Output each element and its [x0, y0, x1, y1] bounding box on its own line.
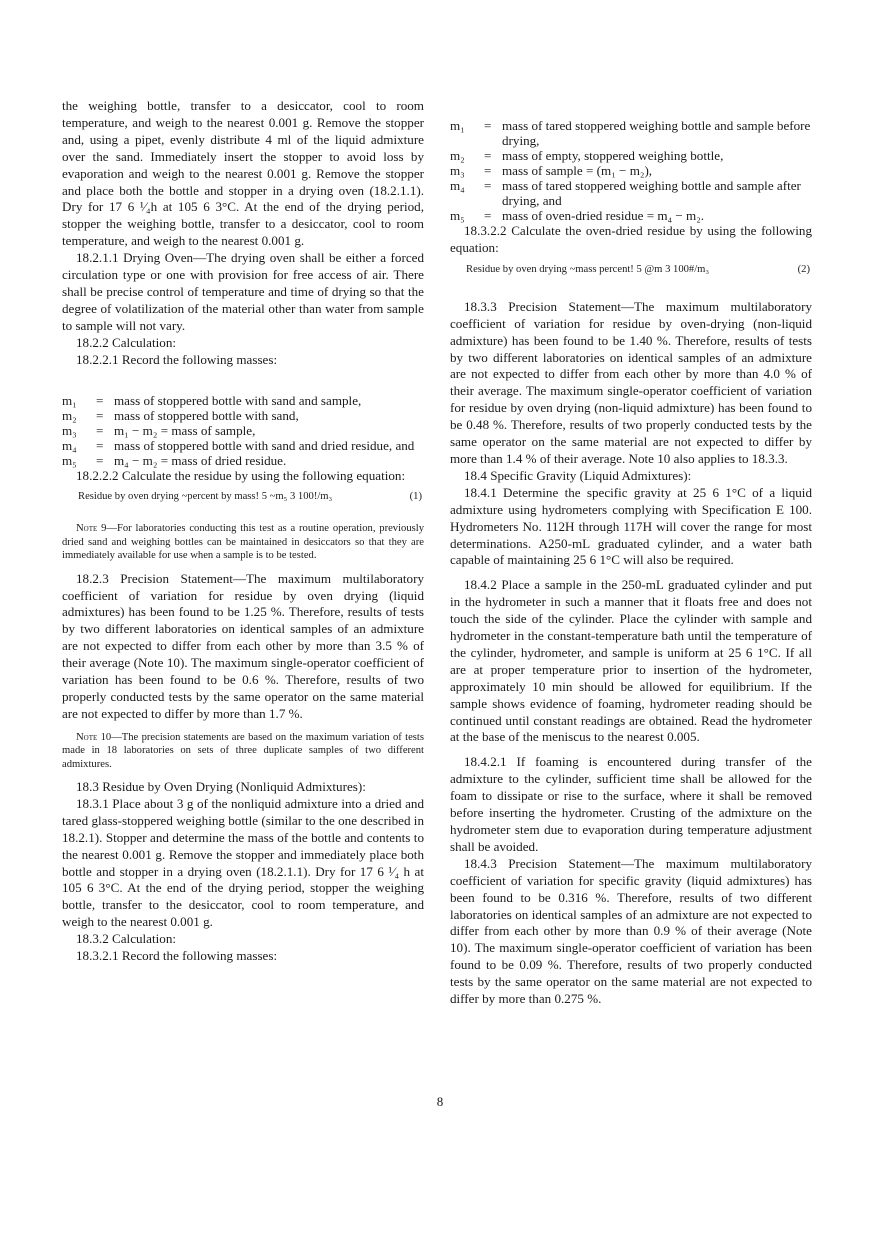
note-label: Note 9	[76, 523, 107, 535]
mass-definition	[450, 163, 812, 178]
mass-definitions-list	[62, 393, 424, 468]
section-18-3: 18.3 Residue by Oven Drying (Nonliquid Admixtures):	[76, 779, 366, 794]
mass-definition	[450, 148, 812, 163]
section-18-2-1-1: 18.2.1.1 Drying Oven—The drying oven shall be either a forced circulation type or one with provision for free access of air. There shall be precise control of temperature and time of drying so that the degree of volatilization of the material other than water from sample to sample will not vary.	[62, 250, 424, 333]
mass-definition	[450, 178, 812, 208]
mass-symbol: m₃	[62, 422, 77, 438]
equals-sign: =	[96, 407, 104, 423]
mass-symbol: m₁	[450, 118, 465, 133]
mass-symbol: m₅	[62, 452, 77, 468]
equals-sign: =	[96, 437, 104, 453]
section-18-3-2-2: 18.3.2.2 Calculate the oven-dried residue by using the following equation:	[450, 223, 812, 255]
equation-number: (2)	[797, 263, 810, 275]
note-10	[62, 731, 424, 771]
mass-definition	[450, 208, 812, 223]
section-18-4-2-1: 18.4.2.1 If foaming is encountered during transfer of the admixture to the cylinder, sufficient time shall be allowed for the foam to dissipate or rise to the surface, where it shall be removed before inserting the hydrometer. Crusting of the admixture on the hydrometer stem due to evaporation during temperature adjustment shall be avoided.	[450, 754, 812, 854]
equals-sign: =	[484, 163, 492, 178]
mass-definition	[62, 423, 424, 438]
equation-number: (1)	[409, 491, 422, 503]
mass-symbol: m₅	[450, 208, 465, 223]
mass-definition	[62, 393, 424, 408]
mass-definition	[62, 453, 424, 468]
equals-sign: =	[484, 178, 492, 193]
mass-definition	[62, 408, 424, 423]
section-18-4-3: 18.4.3 Precision Statement—The maximum multilaboratory coefficient of variation for specific gravity (liquid admixtures) has been found to be 0.316 %. Therefore, results of two different laboratories on identical samples of an admixture are not expected to differ from each other by more than 0.9 % of their average (Note 10). The maximum single-operator coefficient of variation has been found to be 0.09 %. Therefore, results of two properly conducted tests by the same operator on the same material are not expected to differ by more than 0.275 %.	[450, 855, 812, 1007]
mass-symbol: m₂	[62, 407, 77, 423]
equation-1	[62, 490, 424, 504]
equals-sign: =	[484, 208, 492, 223]
mass-description: m₁ − m₂ = mass of sample,	[114, 422, 256, 438]
section-18-4-2: 18.4.2 Place a sample in the 250-mL graduated cylinder and put in the hydrometer in such a manner that it floats free and does not touch the side of the cylinder. Place the cylinder with sample and hydrometer in the constant-temperature bath until the temperature of the cylinder, hydrometer, and sample is uniform at 25 6 1°C. If all are at proper temperature prior to insertion of the hydrometer, approximately 10 min should be allowed for equilibrium. If the sample shows evidence of foaming, hydrometer reading should be continued until constant readings are obtained. Read the hydrometer at the base of the meniscus to the nearest 0.005.	[450, 577, 812, 745]
equals-sign: =	[96, 452, 104, 468]
note-label: Note 10	[76, 731, 112, 743]
equation-text: Residue by oven drying ~mass percent! 5 @m 3 100#/m₃	[466, 263, 710, 275]
mass-definition	[450, 118, 812, 148]
equals-sign: =	[484, 148, 492, 163]
note-text: —The precision statements are based on the maximum variation of tests made in 18 laboratories on sets of three duplicate samples of two different admixtures.	[62, 731, 424, 770]
right-column	[450, 118, 812, 1008]
mass-description: mass of stoppered bottle with sand and sample,	[114, 392, 362, 408]
section-18-4-1: 18.4.1 Determine the specific gravity at 25 6 1°C of a liquid admixture using hydrometers complying with Specification E 100. Hydrometers No. 112H through 117H will cover the range for most determinations. A250-mL graduated cylinder, and a water bath capable of maintaining 25 6 1°C will also be required.	[450, 484, 812, 568]
section-18-2-2: 18.2.2 Calculation:	[76, 334, 177, 350]
mass-definitions-list	[450, 118, 812, 223]
mass-description: mass of stoppered bottle with sand,	[114, 407, 299, 423]
page-number: 8	[436, 1094, 444, 1109]
equals-sign: =	[96, 392, 104, 408]
mass-symbol: m₁	[62, 392, 77, 408]
mass-symbol: m₄	[450, 178, 465, 193]
mass-description: mass of tared stoppered weighing bottle and sample after drying, and	[502, 178, 801, 208]
section-18-3-2-1: 18.3.2.1 Record the following masses:	[76, 948, 278, 964]
mass-description: mass of sample = (m₁ − m₂),	[502, 163, 653, 178]
mass-symbol: m₄	[62, 437, 77, 453]
mass-description: mass of empty, stoppered weighing bottle,	[502, 148, 724, 163]
section-18-3-1: 18.3.1 Place about 3 g of the nonliquid admixture into a dried and tared glass-stoppered weighing bottle (similar to the one described in 18.2.1). Stopper and determine the mass of the bottle and contents to the nearest 0.001 g. Remove the stopper and immediately place both bottle and stopper in a drying oven (18.2.1.1). Dry for 17 6 ¹⁄₄ h at 105 6 3°C. At the end of the drying period, stopper the weighing bottle, transfer to the desiccator, cool to room temperature, and weigh to the nearest 0.001 g.	[62, 795, 424, 930]
mass-description: m₄ − m₂ = mass of dried residue.	[114, 452, 287, 468]
section-18-3-2: 18.3.2 Calculation:	[76, 931, 177, 947]
mass-description: mass of tared stoppered weighing bottle and sample before drying,	[502, 118, 811, 148]
mass-symbol: m₂	[450, 148, 465, 163]
mass-description: mass of oven-dried residue = m₄ − m₂.	[502, 208, 705, 223]
paragraph: the weighing bottle, transfer to a desiccator, cool to room temperature, and weigh to the nearest 0.001 g. Remove the stopper and, using a pipet, evenly distribute 4 ml of the liquid admixture over the sand. Immediately insert the stopper to avoid loss by evaporation and weigh to the nearest 0.001 g. Remove the stopper and place both the bottle and stopper in a drying oven (18.2.1.1). Dry for 17 6 ¹⁄₄h at 105 6 3°C. At the end of the drying period, stopper the weighing bottle, transfer to a desiccator, cool to room temperature, and weigh to the nearest 0.001 g.	[62, 98, 424, 249]
section-18-2-3: 18.2.3 Precision Statement—The maximum multilaboratory coefficient of variation for residue by oven drying (liquid admixtures) has been found to be 1.25 %. Therefore, results of tests by two different laboratories on identical samples of an admixture are not expected to differ from each other by more than 3.5 % of their average (Note 10). The maximum single-operator coefficient of variation has been found to be 0.6 %. Therefore, results of two properly conducted tests by the same operator on the same material are not expected to differ by more than 1.7 %.	[62, 570, 424, 721]
note-text: —For laboratories conducting this test as a routine operation, previously dried sand and weighing bottles can be maintained in desiccators so that they are immediately available for use when a sample is to be tested.	[62, 523, 425, 562]
equals-sign: =	[96, 422, 104, 438]
equation-text: Residue by oven drying ~percent by mass! 5 ~m₅ 3 100!/m₃	[78, 491, 333, 503]
note-9	[62, 522, 424, 562]
section-18-2-2-2: 18.2.2.2 Calculate the residue by using the following equation:	[76, 467, 406, 483]
section-18-2-2-1: 18.2.2.1 Record the following masses:	[76, 351, 278, 367]
mass-symbol: m₃	[450, 163, 465, 178]
mass-definition	[62, 438, 424, 453]
equation-2	[450, 263, 812, 277]
equals-sign: =	[484, 118, 492, 133]
left-column	[62, 98, 424, 965]
section-18-4: 18.4 Specific Gravity (Liquid Admixtures):	[464, 467, 692, 483]
mass-description: mass of stoppered bottle with sand and dried residue, and	[114, 437, 415, 453]
section-18-3-3: 18.3.3 Precision Statement—The maximum multilaboratory coefficient of variation for residue by oven-drying (non-liquid admixture) has been found to be 1.40 %. Therefore, results of tests by two different laboratories on identical samples of an admixture are not expected to differ from each other by more than 4.0 % of their average. The maximum single-operator coefficient of variation for residue by oven drying (non-liquid admixture) has been found to be 0.48 %. Therefore, results of two properly conducted tests by the same operator on the same material are not expected to differ by more than 1.4 % of their average. Note 10 also applies to 18.3.3.	[450, 298, 812, 466]
